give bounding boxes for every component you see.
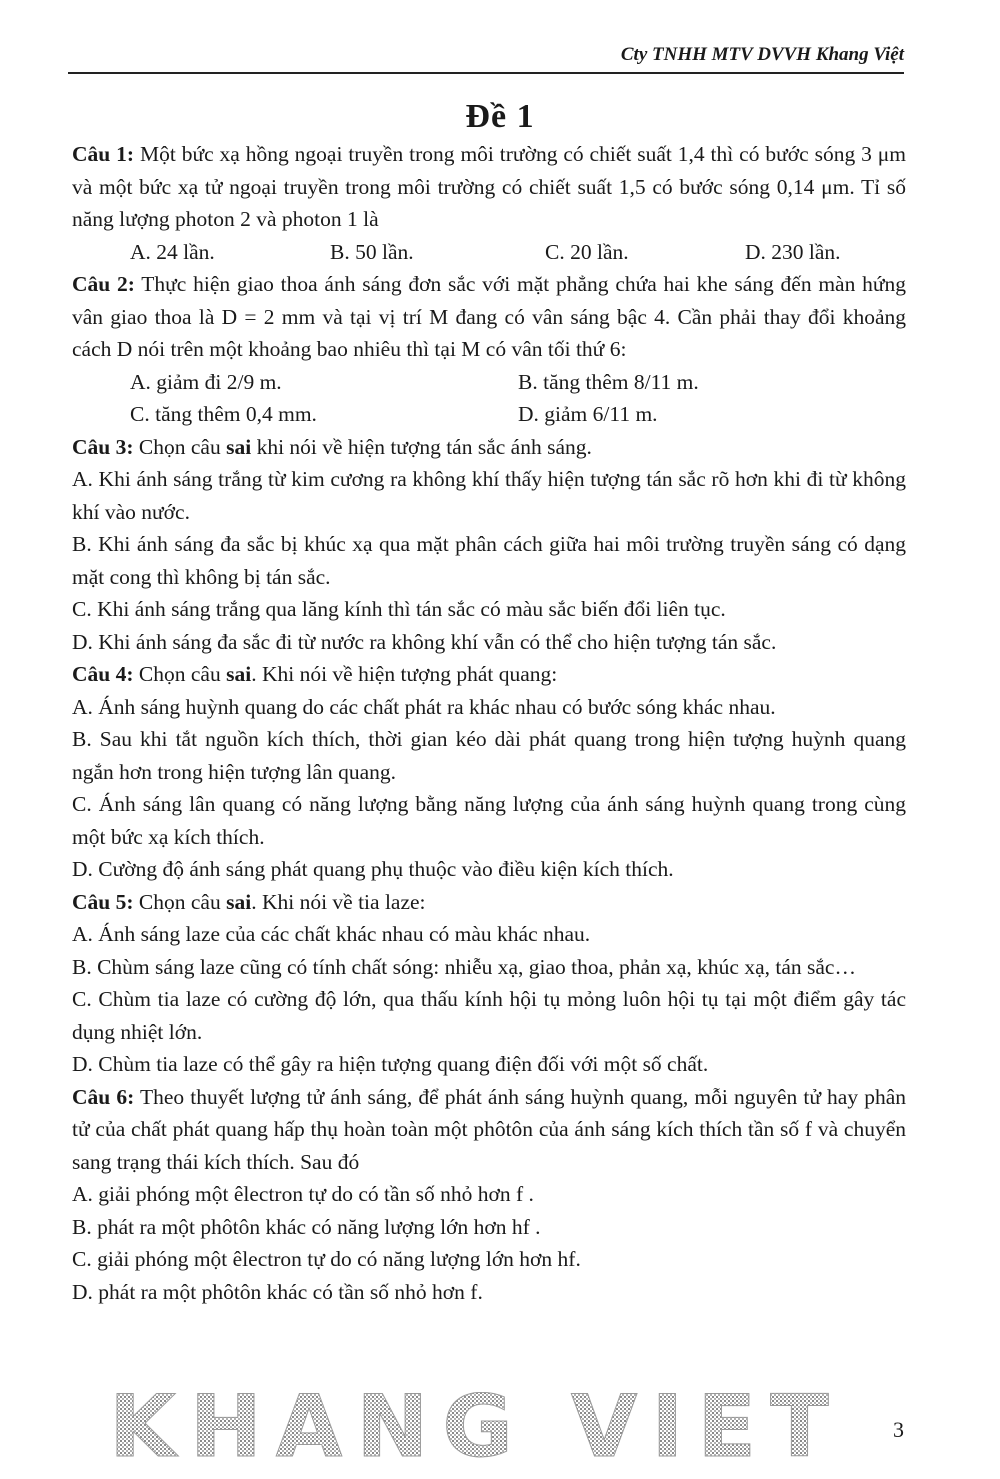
question-label: Câu 6: (72, 1084, 135, 1109)
question-6 (72, 1081, 906, 1179)
question-text: Theo thuyết lượng tử ánh sáng, để phát ánh sáng huỳnh quang, mỗi nguyên tử hay phân tử của chất phát quang hấp thụ hoàn toàn một phôtôn của ánh sáng kích thích tần số f và chuyển sang trạng thái kích thích. Sau đó (72, 1084, 906, 1174)
option-b: B. Khi ánh sáng đa sắc bị khúc xạ qua mặt phân cách giữa hai môi trường truyền sáng có dạng mặt cong thì không bị tán sắc. (72, 532, 906, 589)
question-label: Câu 2: (72, 272, 135, 296)
page-number: 3 (893, 1417, 904, 1442)
option-b: B. tăng thêm 8/11 m. (518, 369, 699, 394)
question-text: khi nói về hiện tượng tán sắc ánh sáng. (251, 434, 592, 459)
option-a: A. Khi ánh sáng trắng từ kim cương ra không khí thấy hiện tượng tán sắc rõ hơn khi đi từ không khí vào nước. (72, 467, 906, 524)
option-d: D. phát ra một phôtôn khác có tần số nhỏ hơn f. (72, 1279, 483, 1304)
question-label: Câu 5: (72, 889, 134, 914)
question-label: Câu 4: (72, 662, 134, 686)
question-4 (72, 658, 906, 691)
option-c: C. 20 lần. (545, 239, 629, 264)
option-b: B. 50 lần. (330, 239, 414, 264)
option-d: D. Khi ánh sáng đa sắc đi từ nước ra không khí vẫn có thể cho hiện tượng tán sắc. (72, 629, 777, 654)
question-text: Chọn câu (133, 662, 227, 686)
option-d: D. Cường độ ánh sáng phát quang phụ thuộc vào điều kiện kích thích. (72, 857, 674, 881)
option-c: C. Chùm tia laze có cường độ lớn, qua thấu kính hội tụ mỏng luôn hội tụ tại một điểm gây tác dụng nhiệt lớn. (72, 987, 906, 1044)
header-company: Cty TNHH MTV DVVH Khang Việt (620, 44, 904, 65)
option-b: B. Sau khi tắt nguồn kích thích, thời gian kéo dài phát quang trong hiện tượng huỳnh quang ngắn hơn trong hiện tượng lân quang. (72, 727, 906, 784)
question-1 (72, 138, 906, 236)
logo-lettering: KHANG VIET (109, 1392, 843, 1462)
khang-viet-logo-icon (96, 1392, 856, 1462)
question-label: Câu 1: (72, 142, 135, 166)
question-text: Chọn câu (133, 889, 227, 914)
option-a: A. Ánh sáng huỳnh quang do các chất phát ra khác nhau có bước sóng khác nhau. (72, 694, 776, 719)
options-row (72, 398, 906, 431)
running-header (68, 44, 904, 74)
options-row (72, 236, 906, 269)
question-label: Câu 3: (72, 434, 134, 459)
option-c: C. giải phóng một êlectron tự do có năng lượng lớn hơn hf. (72, 1247, 581, 1271)
option-d: D. Chùm tia laze có thể gây ra hiện tượng quang điện đối với một số chất. (72, 1052, 709, 1076)
question-3 (72, 431, 906, 464)
option-c: C. Khi ánh sáng trắng qua lăng kính thì tán sắc có màu sắc biến đổi liên tục. (72, 597, 726, 621)
page-title: Đề 1 (465, 98, 535, 135)
question-text: Một bức xạ hồng ngoại truyền trong môi trường có chiết suất 1,4 thì có bước sóng 3 μm và một bức xạ tử ngoại truyền trong môi trường có chiết suất 1,5 có bước sóng 0,14 μm. Tỉ số năng lượng photon 2 và photon 1 là (72, 142, 906, 231)
question-2 (72, 268, 906, 366)
question-text: Chọn câu (133, 434, 227, 459)
option-a: A. Ánh sáng laze của các chất khác nhau có màu khác nhau. (72, 922, 591, 946)
option-d: D. 230 lần. (745, 239, 841, 264)
option-a: A. giảm đi 2/9 m. (130, 369, 282, 394)
emphasis-sai: sai (226, 662, 252, 686)
question-5 (72, 886, 906, 919)
emphasis-sai: sai (226, 889, 252, 914)
publisher-watermark-banner (96, 1392, 856, 1462)
option-b: B. phát ra một phôtôn khác có năng lượng lớn hơn hf . (72, 1214, 541, 1239)
option-c: C. Ánh sáng lân quang có năng lượng bằng năng lượng của ánh sáng huỳnh quang trong cùng một bức xạ kích thích. (72, 792, 906, 849)
option-d: D. giảm 6/11 m. (518, 402, 658, 426)
question-text: . Khi nói về hiện tượng phát quang: (251, 662, 558, 686)
option-b: B. Chùm sáng laze cũng có tính chất sóng: nhiễu xạ, giao thoa, phản xạ, khúc xạ, tán sắc… (72, 954, 856, 979)
question-list (72, 138, 906, 1308)
emphasis-sai: sai (226, 434, 252, 459)
options-row (72, 366, 906, 399)
option-a: A. 24 lần. (130, 239, 215, 264)
question-text: Thực hiện giao thoa ánh sáng đơn sắc với mặt phẳng chứa hai khe sáng đến màn hứng vân giao thoa là D = 2 mm và tại vị trí M đang có vân sáng bậc 4. Cần phải thay đổi khoảng cách D nói trên một khoảng bao nhiêu thì tại M có vân tối thứ 6: (72, 272, 906, 361)
question-text: . Khi nói về tia laze: (251, 889, 426, 914)
option-c: C. tăng thêm 0,4 mm. (130, 402, 317, 426)
option-a: A. giải phóng một êlectron tự do có tần số nhỏ hơn f . (72, 1182, 534, 1206)
